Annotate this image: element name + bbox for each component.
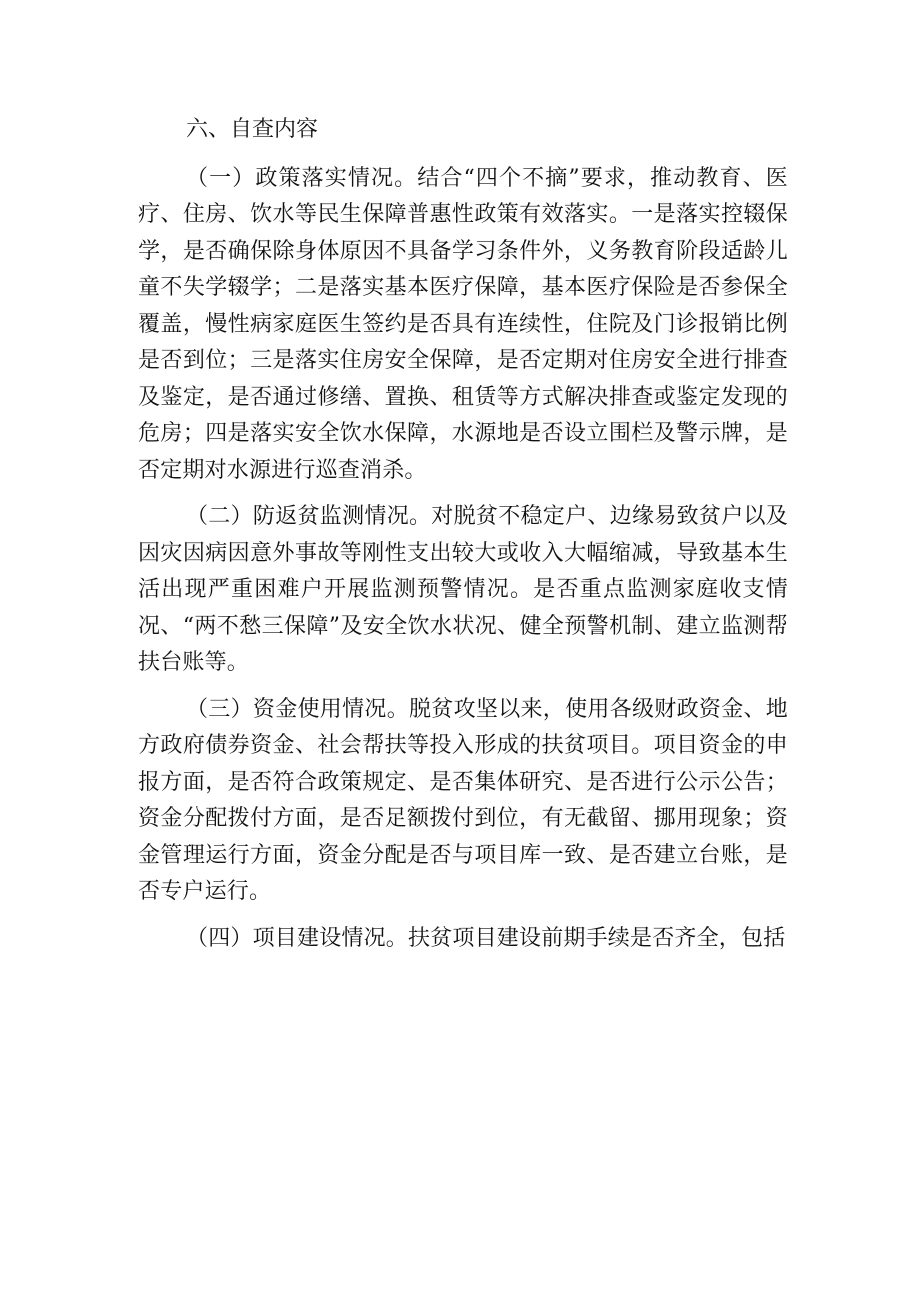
document-body (138, 112, 788, 957)
paragraph-policy-implementation: （一）政策落实情况。结合“四个不摘”要求，推动教育、医疗、住房、饮水等民生保障普惠性政策有效落实。一是落实控辍保学，是否确保除身体原因不具备学习条件外，义务教育阶段适龄儿童不失学辍学；二是落实基本医疗保障，基本医疗保险是否参保全覆盖，慢性病家庭医生签约是否具有连续性，住院及门诊报销比例是否到位；三是落实住房安全保障，是否定期对住房安全进行排查及鉴定，是否通过修缮、置换、租赁等方式解决排查或鉴定发现的危房；四是落实安全饮水保障，水源地是否设立围栏及警示牌，是否定期对水源进行巡查消杀。 (138, 165, 788, 483)
paragraph-poverty-monitoring: （二）防返贫监测情况。对脱贫不稳定户、边缘易致贫户以及因灾因病因意外事故等刚性支出较大或收入大幅缩减，导致基本生活出现严重困难户开展监测预警情况。是否重点监测家庭收支情况、“两不愁三保障”及安全饮水状况、健全预警机制、建立监测帮扶台账等。 (138, 504, 788, 675)
paragraph-project-construction: （四）项目建设情况。扶贫项目建设前期手续是否齐全，包括 (186, 925, 786, 951)
paragraph-fund-usage: （三）资金使用情况。脱贫攻坚以来，使用各级财政资金、地方政府债券资金、社会帮扶等投入形成的扶贫项目。项目资金的申报方面，是否符合政策规定、是否集体研究、是否进行公示公告；资金分配拨付方面，是否足额拨付到位，有无截留、挪用现象；资金管理运行方面，资金分配是否与项目库一致、是否建立台账，是否专户运行。 (138, 696, 788, 904)
section-heading: 六、自查内容 (186, 117, 319, 142)
